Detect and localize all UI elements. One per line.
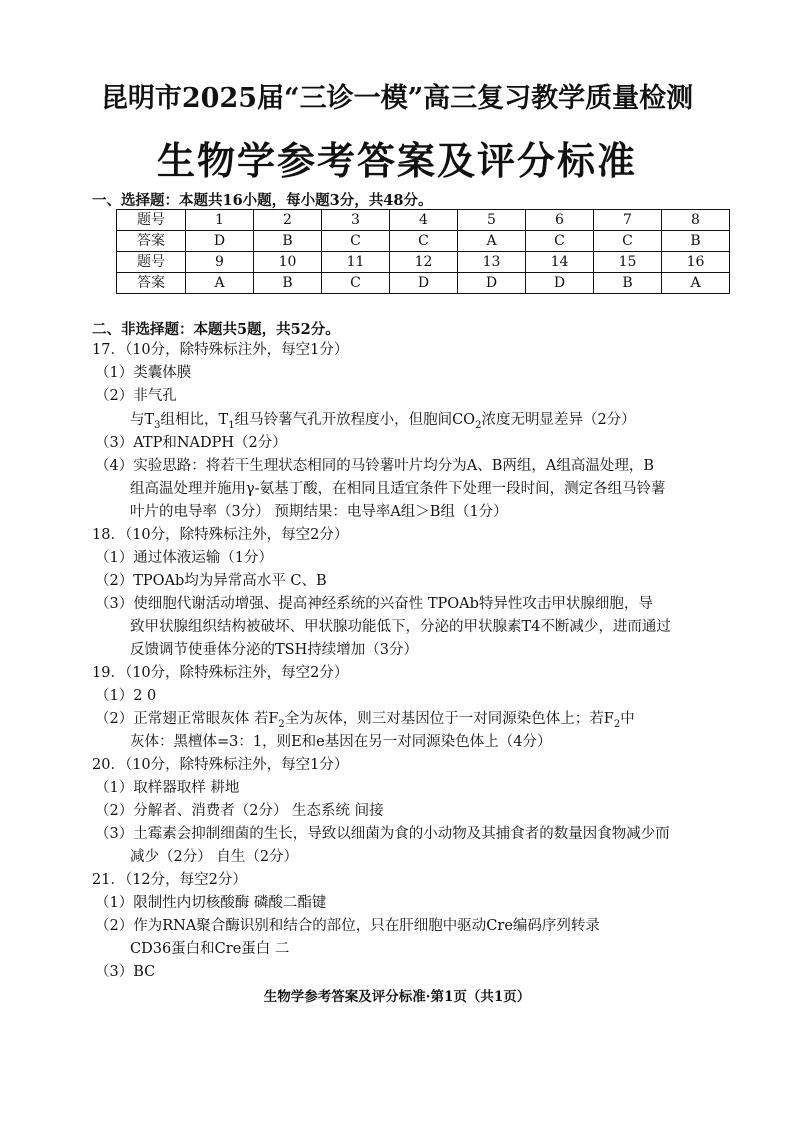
section1-heading: 一、选择题：本题共16小题，每小题3分，共48分。 — [92, 192, 433, 209]
q17-answer-3: （3）ATP和NADPH（2分） — [95, 435, 287, 451]
q20-answer-2: （2）分解者、消费者（2分） 生态系统 间接 — [95, 803, 384, 819]
exam-title: 昆明市2025届“三诊一模”高三复习教学质量检测 — [100, 83, 694, 114]
q21-answer-2-line2: CD36蛋白和Cre蛋白 二 — [130, 941, 290, 957]
page-footer: 生物学参考答案及评分标准·第1页（共1页） — [263, 989, 531, 1005]
answer-table-cell: B — [594, 273, 662, 294]
answer-table-cell: 14 — [526, 252, 594, 273]
q17-answer-4-line1: （4）实验思路：将若干生理状态相同的马铃薯叶片均分为A、B两组，A组高温处理，B — [95, 458, 654, 474]
q17-answer-1: （1）类囊体膜 — [95, 365, 192, 381]
q17-answer-2-explanation: 与$T_3$组相比，$T_1$组马铃薯气孔开放程度小，但胞间$CO_2$浓度无明显差异（2分） — [130, 412, 636, 431]
q17-heading: 17．（10分，除特殊标注外，每空1分） — [92, 342, 349, 358]
answer-table-row-header: 答案 — [117, 273, 186, 294]
q18-answer-3-line3: 反馈调节使垂体分泌的TSH持续增加（3分） — [130, 642, 418, 658]
q20-answer-3-line2: 减少（2分） 自生（2分） — [130, 849, 299, 865]
q18-answer-2: （2）TPOAb均为异常高水平 C、B — [95, 573, 327, 589]
answer-table-cell: C — [322, 231, 390, 252]
q21-answer-3: （3）BC — [95, 964, 156, 980]
answer-table-cell: A — [458, 231, 526, 252]
answer-table-cell: 8 — [662, 210, 730, 231]
answer-table-cell: 4 — [390, 210, 458, 231]
q17-answer-4-line2: 组高温处理并施用γ-氨基丁酸，在相同且适宜条件下处理一段时间，测定各组马铃薯 — [130, 481, 666, 497]
answer-table-cell: C — [594, 231, 662, 252]
answer-table-row-header: 题号 — [117, 210, 186, 231]
document-subtitle: 生物学参考答案及评分标准 — [156, 138, 637, 183]
answer-table-cell: B — [662, 231, 730, 252]
answer-table-cell: B — [254, 273, 322, 294]
q20-heading: 20．（10分，除特殊标注外，每空1分） — [92, 757, 349, 773]
answer-table-row — [117, 252, 730, 273]
answer-table-row-header: 答案 — [117, 231, 186, 252]
answer-table-cell: 6 — [526, 210, 594, 231]
answer-table-cell: B — [254, 231, 322, 252]
q21-answer-2-line1: （2）作为RNA聚合酶识别和结合的部位，只在肝细胞中驱动Cre编码序列转录 — [95, 918, 600, 934]
q19-answer-2-line2: 灰体：黑檀体=3：1，则E和e基因在另一对同源染色体上（4分） — [130, 734, 552, 750]
answer-table-cell: 7 — [594, 210, 662, 231]
q20-answer-1: （1）取样器取样 耕地 — [95, 780, 240, 796]
answer-table-cell: 11 — [322, 252, 390, 273]
q20-answer-3-line1: （3）土霉素会抑制细菌的生长，导致以细菌为食的小动物及其捕食者的数量因食物减少而 — [95, 826, 670, 842]
answer-table-cell: 16 — [662, 252, 730, 273]
q21-heading: 21．（12分，每空2分） — [92, 872, 247, 888]
answer-table-row — [117, 231, 730, 252]
answer-table-cell: 12 — [390, 252, 458, 273]
answer-table-cell: D — [526, 273, 594, 294]
answer-table-cell: D — [458, 273, 526, 294]
answer-table-row — [117, 210, 730, 231]
answer-table-cell: A — [662, 273, 730, 294]
answer-table-cell: 2 — [254, 210, 322, 231]
answer-table-cell: C — [526, 231, 594, 252]
answer-table-cell: 15 — [594, 252, 662, 273]
answer-table-cell: D — [186, 231, 254, 252]
answer-table-cell: C — [390, 231, 458, 252]
answer-table-cell: 13 — [458, 252, 526, 273]
answer-table-cell: A — [186, 273, 254, 294]
q19-answer-1: （1）2 0 — [95, 688, 157, 704]
answer-table-cell: 10 — [254, 252, 322, 273]
section2-heading: 二、非选择题：本题共5题，共52分。 — [92, 321, 340, 338]
answer-table-cell: C — [322, 273, 390, 294]
q17-answer-4-line3: 叶片的电导率（3分） 预期结果：电导率A组＞B组（1分） — [130, 504, 508, 520]
answer-table-cell: D — [390, 273, 458, 294]
answer-table-cell: 1 — [186, 210, 254, 231]
q18-answer-3-line2: 致甲状腺组织结构被破坏、甲状腺功能低下，分泌的甲状腺素T4不断减少，进而通过 — [130, 619, 671, 635]
q18-heading: 18．（10分，除特殊标注外，每空2分） — [92, 527, 349, 543]
answer-table-cell: 5 — [458, 210, 526, 231]
answer-table-row-header: 题号 — [117, 252, 186, 273]
answer-table-cell: 9 — [186, 252, 254, 273]
answer-table-row — [117, 273, 730, 294]
q18-answer-3-line1: （3）使细胞代谢活动增强、提高神经系统的兴奋性 TPOAb特异性攻击甲状腺细胞，导 — [95, 596, 653, 612]
answer-table-cell: 3 — [322, 210, 390, 231]
q19-heading: 19．（10分，除特殊标注外，每空2分） — [92, 665, 349, 681]
q18-answer-1: （1）通过体液运输（1分） — [95, 550, 273, 566]
q21-answer-1: （1）限制性内切核酸酶 磷酸二酯键 — [95, 895, 327, 911]
answer-table — [116, 209, 730, 294]
q19-answer-2-line1: （2）正常翅正常眼灰体 若$F_2$全为灰体，则三对基因位于一对同源染色体上；若$F_2$中 — [95, 711, 635, 730]
q17-answer-2: （2）非气孔 — [95, 388, 177, 404]
